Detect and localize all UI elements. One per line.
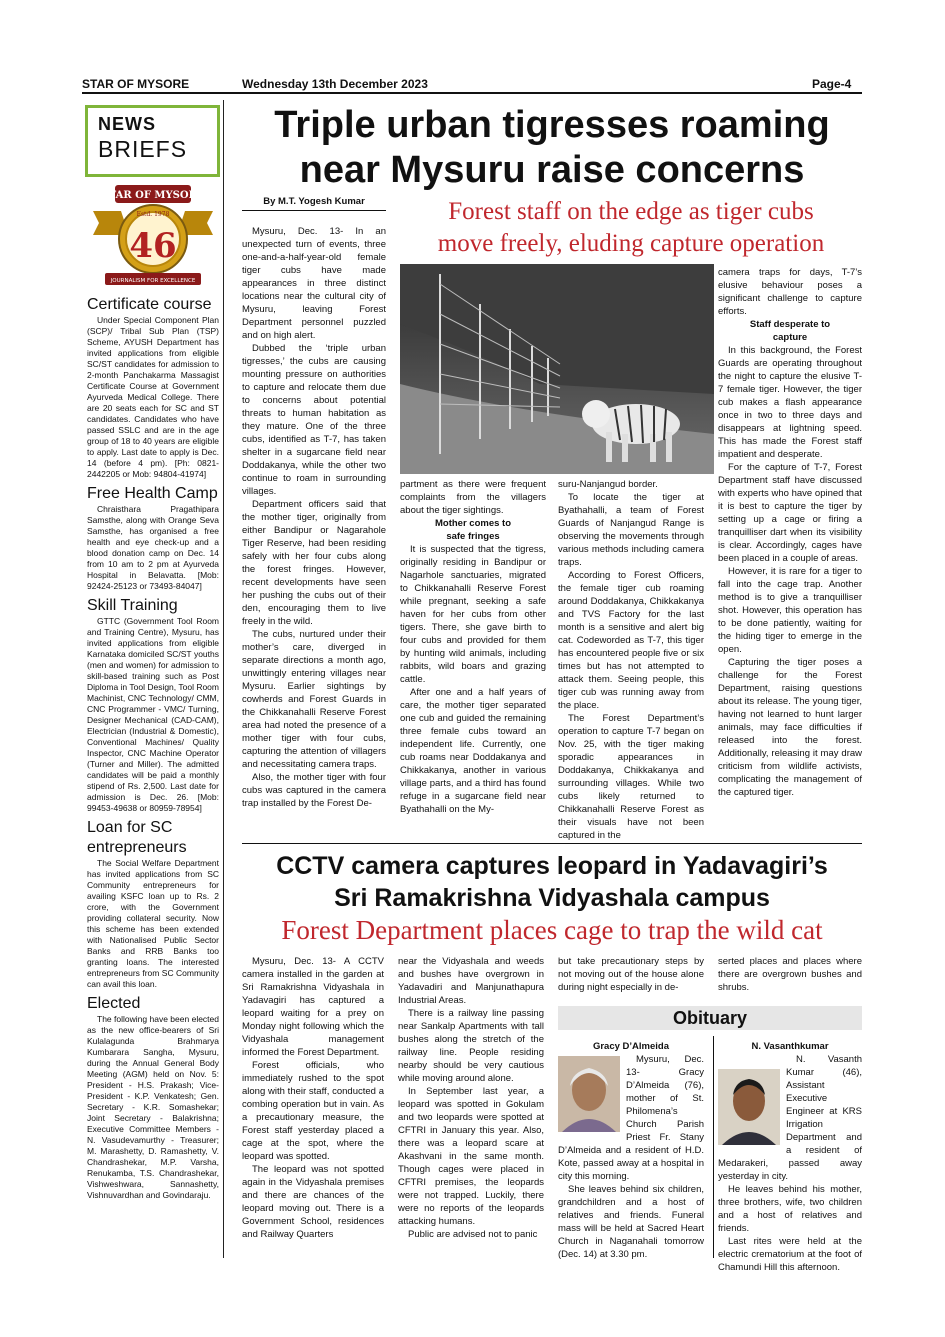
- brief-item: [87, 994, 219, 1201]
- subheading-mother-comes: Mother comes to safe fringes: [434, 518, 511, 542]
- paragraph: camera traps for days, T-7’s elusive behaviour poses a significant challenge to capture efforts.: [718, 267, 862, 317]
- paragraph: The leopard was not spotted again in the Vidyashala premises and there are chances of the leopard moving out. There is a Government School, residences and Railway Quarters: [242, 1164, 384, 1240]
- tiger-deck-line-1: Forest staff on the edge as tiger cubs: [448, 198, 814, 225]
- gracy-photo: [558, 1056, 620, 1132]
- paragraph: partment as there were frequent complaints from the villagers about the tiger sightings.: [400, 479, 546, 516]
- obituary-vasanthkumar: [718, 1040, 862, 1274]
- brief-title: Skill Training: [87, 597, 178, 614]
- tiger-photo: [400, 264, 714, 474]
- story-divider: [242, 843, 862, 844]
- paragraph: After one and a half years of care, the mother tiger separated one cub and guided the remaining three female cubs toward an independent life. Currently, one cub roams near Doddakanya and Chikkakanya, another in various village parts, and a third has found refuge in a sugarcane field near Byathahalli on the My-: [400, 687, 546, 815]
- paragraph: It is suspected that the tigress, originally residing in Bandipur or Nagarhole sanctuaries, migrated to Chikkanahalli Reserve Forest while pregnant, seeking a safe haven for her cubs from other tigers. There, she gave birth to four cubs and provided for them by hunting wild animals, including rabbits, wild boars and grazing cattle.: [400, 544, 546, 685]
- paragraph: Public are advised not to panic: [408, 1229, 538, 1240]
- obituary-name: Gracy D’Almeida: [592, 1041, 670, 1052]
- leopard-column-2: [398, 955, 544, 1241]
- paragraph: He leaves behind his mother, three brothers, wife, two children and a host of relatives and friends.: [718, 1184, 862, 1234]
- byline-rule: [242, 210, 386, 211]
- anniversary-logo: [85, 181, 221, 293]
- paragraph: Mysuru, Dec. 13- In an unexpected turn of events, three one-and-a-half-year-old female tiger cubs have made appearances in three distinct locations near the cultural city of Mysuru, leaving Forest Department personnel puzzled and on high alert.: [242, 226, 386, 341]
- logo-number: 46: [129, 226, 177, 266]
- brief-item: [87, 818, 219, 990]
- paragraph: There is a railway line passing near Sankalp Apartments with tall bushes along the stretch of the railway line. People residing nearby should be very cautious while moving around alone.: [398, 1008, 544, 1084]
- tiger-deck: [396, 196, 866, 260]
- brief-text: Under Special Component Plan (SCP)/ Tribal Sub Plan (TSP) Scheme, AYUSH Department has invited applications from eligible SC/ST candidates for admission to 2-month Panchakarma Massagist Certificate Course at Government Ayurveda Medical College. There are 20 seats each for SC and ST candidates. Candidates who have passed SSLC and are in the age group of 18 to 40 years are eligible to apply. Last date to apply is Dec. 14 (before 4 pm). [Ph: 0821-2442205 or Mob: 94804-41974]: [87, 315, 219, 479]
- paragraph: Dubbed the ‘triple urban tigresses,’ the cubs are causing mounting pressure on authorities to capture and relocate them due to concerns about potential threats to human habitation as they mature. One of the three cubs, identified as T-7, has taken shelter in a sugarcane field near Doddakanya, while the other two continue to roam in surrounding villages.: [242, 343, 386, 497]
- paragraph: Forest officials, who immediately rushed to the spot along with their staff, conducted a combing operation but in vain. As a precautionary measure, the Forest staff yesterday placed a cage at the spot, where the leopard was spotted.: [242, 1060, 384, 1162]
- tiger-headline-line-2: near Mysuru raise concerns: [299, 149, 805, 191]
- news-briefs-sidebar: [82, 100, 224, 1258]
- paragraph: Also, the mother tiger with four cubs was captured in the camera trap installed by the Forest De-: [242, 772, 386, 809]
- brief-title: Free Health Camp: [87, 485, 218, 502]
- news-label: NEWS: [98, 114, 156, 134]
- obituary-title: Obituary: [558, 1006, 862, 1030]
- leopard-column-4: [718, 955, 862, 994]
- paragraph: However, it is rare for a tiger to fall into the cage trap. Another method is to give a tranquilliser shot. However, this operation has to be done patiently, waiting for the hiding tiger to emerge in the open.: [718, 566, 862, 655]
- logo-estd: Estd. 1978: [136, 211, 170, 218]
- tiger-column-4: [718, 266, 862, 799]
- briefs-label: BRIEFS: [98, 136, 188, 162]
- leopard-column-3: [558, 955, 704, 994]
- obituary-divider: [713, 1036, 714, 1258]
- tiger-column-3: [558, 478, 704, 842]
- paragraph: According to Forest Officers, the female tiger cub roaming around Doddakanya, Chikkakanya and TVS Factory for the last month is a sensitive and alert big cat. Codeworded as T-7, this tiger has encountered people five or six times but has not attempted to attack them. Seeing people, this tiger cub was running away from the place.: [558, 570, 704, 711]
- brief-title: Loan for SC entrepreneurs: [87, 819, 187, 856]
- paragraph: The Forest Department’s operation to capture T-7 began on Nov. 25, with the tiger making sporadic appearances in Doddakanya, Chikkakanya and surrounding villages. While two cubs likely returned to Chikkanahalli Reserve Forest as their visuals have not been captured in the: [558, 713, 704, 841]
- paragraph: suru-Nanjangud border.: [558, 479, 658, 490]
- paper-name: STAR OF MYSORE: [82, 77, 190, 91]
- paragraph: Last rites were held at the electric crematorium at the foot of Chamundi Hill this afternoon.: [718, 1236, 862, 1273]
- news-briefs-box: [85, 105, 220, 177]
- paragraph: To locate the tiger at Byathahalli, a team of Forest Guards of Nanjangud Range is observing the movements through various methods including camera traps.: [558, 492, 704, 568]
- leopard-headline: [236, 850, 868, 914]
- paragraph: but take precautionary steps by not moving out of the house alone during night especially in de-: [558, 956, 704, 993]
- issue-date: Wednesday 13th December 2023: [242, 77, 428, 91]
- paragraph: In this background, the Forest Guards are operating throughout the night to capture the elusive T-7 female tiger. However, the tiger cub makes a flash appearance once in two to three days and disappears at lightning speed. This has made the Forest staff impatient and desperate.: [718, 345, 862, 460]
- brief-title: Certificate course: [87, 296, 212, 313]
- paragraph: She leaves behind six children, grandchildren and a host of relatives and friends. Funeral mass will be held at Sacred Heart Church in Naganahali tomorrow (Dec. 14) at 3.30 pm.: [558, 1184, 704, 1260]
- paragraph: N. Vasanth Kumar (46), Assistant Executive Engineer at KRS Irrigation Department and a resident of Medarakeri, passed away yesterday in city.: [718, 1054, 862, 1182]
- tiger-deck-line-2: move freely, eluding capture operation: [437, 230, 825, 257]
- logo-motto: JOURNALISM FOR EXCELLENCE: [110, 278, 196, 284]
- paragraph: Mysuru, Dec. 13- A CCTV camera installed in the garden at Sri Ramakrishna Vidyashala in Yadavagiri has captured a leopard waiting for a prey on Monday night following which the Vidyashala management informed the Forest Department.: [242, 956, 384, 1058]
- brief-text: Chraisthara Pragathipara Samsthe, along with Orange Seva Samsthe, has organised a free health and eye check-up and a blood donation camp on Dec. 14 from 10 am to 2 pm at Ayurveda Hospital in Belavatta. [Mob: 92424-25123 or 73493-84047]: [87, 504, 219, 591]
- paragraph: For the capture of T-7, Forest Department staff have discussed with experts who have opined that it is best to capture the tiger by setting up a cage or firing a tranquilliser dart when its visibility is clear. Accordingly, cages have been placed in a couple of areas.: [718, 462, 862, 564]
- leopard-headline-line-2: Sri Ramakrishna Vidyashala campus: [334, 884, 770, 912]
- tiger-headline: [236, 103, 868, 193]
- page-number: Page-4: [812, 77, 852, 91]
- briefs-list: [82, 293, 223, 1201]
- brief-item: [87, 484, 219, 592]
- vasanthkumar-photo: [718, 1069, 780, 1145]
- leopard-column-1: [242, 955, 384, 1241]
- paragraph: Mysuru, Dec. 13- Gracy D’Almeida (76), mother of St. Philomena’s Church Parish Priest Fr. Stany D’Almeida and a resident of H.D. Kote, passed away at a hospital in city this morning.: [558, 1054, 704, 1182]
- obituary-gracy: [558, 1040, 704, 1261]
- paragraph: near the Vidyashala and weeds and bushes have overgrown in Yadavadiri and Manjunathapura Industrial Areas.: [398, 956, 544, 1006]
- tiger-headline-line-1: Triple urban tigresses roaming: [274, 104, 830, 146]
- paragraph: serted places and places where there are overgrown bushes and shrubs.: [718, 956, 862, 993]
- brief-text: The following have been elected as the new office-bearers of Sri Kulalagunda Brahmarya Kumbarara Sangha, Mysuru, during the Annual General Body Meeting (AGM) held on Nov. 5: President - H.S. Prakash; Vice-President - K.P. Venkatesh; Gen. Secretary - K.R. Somashekar; Joint Secretary - Balakrishna; Executive Committee Members - N. Vasudevamurthy - Treasurer; M. Marashetty, D. Ramashetty, V. Chandrashekar, M.P. Varsha, Renukamba, T.S. Chandrashekar, Vishweshwara, Sannashetty, Vishnuvardhan and Govindaraju.: [87, 1014, 219, 1200]
- obituary-name: N. Vasanthkumar: [751, 1041, 829, 1052]
- paragraph: The cubs, nurtured under their mother’s care, diverged in separate directions a month ago, unwittingly entering villages near Mysuru. Earlier sightings by cowherds and Forest Guards in the Chikkanahalli Reserve Forest area had noted the presence of a mother tiger with four cubs, capturing the attention of villagers and necessitating camera traps.: [242, 629, 386, 770]
- brief-text: The Social Welfare Department has invited applications from SC Community entrepreneurs for availing KSFC loan up to Rs. 2 crore, with the Government providing collateral security. Now this scheme has been extended with Nationalised Public Sector Banks and RRB Banks too granting loans. The interested entrepreneurs from SC Community can avail this loan.: [87, 858, 219, 989]
- tiger-column-2: [400, 478, 546, 816]
- paragraph: Department officers said that the mother tiger, originally from either Bandipur or Nagarahole Tiger Reserve, had been residing safely with her four cubs along the forest fringes. However, recent developments have seen her pushing the cubs out of their den, encouraging them to live freely in the wild.: [242, 499, 386, 627]
- brief-title: Elected: [87, 995, 141, 1012]
- leopard-headline-line-1: CCTV camera captures leopard in Yadavagiri’s: [276, 852, 828, 880]
- paragraph: Capturing the tiger poses a challenge for the Forest Department, raising questions about its release. The young tiger, having not learned to hunt larger animals, may face difficulties if released into the forest. Additionally, releasing it may draw criticism from wildlife activists, complicating the management of the captured tiger.: [718, 657, 862, 798]
- tiger-byline: By M.T. Yogesh Kumar: [263, 196, 365, 207]
- brief-text: GTTC (Government Tool Room and Training Centre), Mysuru, has invited applications from eligible Karnataka domiciled SC/ST youths (men and women) for admission to skill-based training such as Post Diploma in Tool Design, Tool Room Machinist, CNC Technology/ CMM, CNC Programmer - VMC/ Turning, Designer Mechanical (CAD-CAM), Electrician (Industrial & Domestic), Conventional Machines/ Quality Inspector, CNC Machine Operator (Turner and Miller). The admitted candidates will be paid a monthly stipend of Rs. 2,500. Last date for admission is Dec. 26. [Mob: 99453-49638 or 80959-78954]: [87, 616, 219, 813]
- paragraph: In September last year, a leopard was spotted in Gokulam and two leopards were spotted at CFTRI in January this year. Also, there was a leopard scare at Akashvani in the same month. Though cages were placed in CFTRI premises, the leopards were not trapped. Luckily, there were no reports of the leopards attacking humans.: [398, 1086, 544, 1227]
- tiger-column-1: [242, 225, 386, 810]
- header-rule: [82, 92, 862, 94]
- leopard-deck: Forest Department places cage to trap the wild cat: [281, 915, 823, 945]
- brief-item: [87, 596, 219, 814]
- brief-item: [87, 295, 219, 480]
- subheading-staff-desperate: Staff desperate to capture: [749, 319, 831, 343]
- logo-banner-text: STAR OF MYSORE: [101, 190, 205, 201]
